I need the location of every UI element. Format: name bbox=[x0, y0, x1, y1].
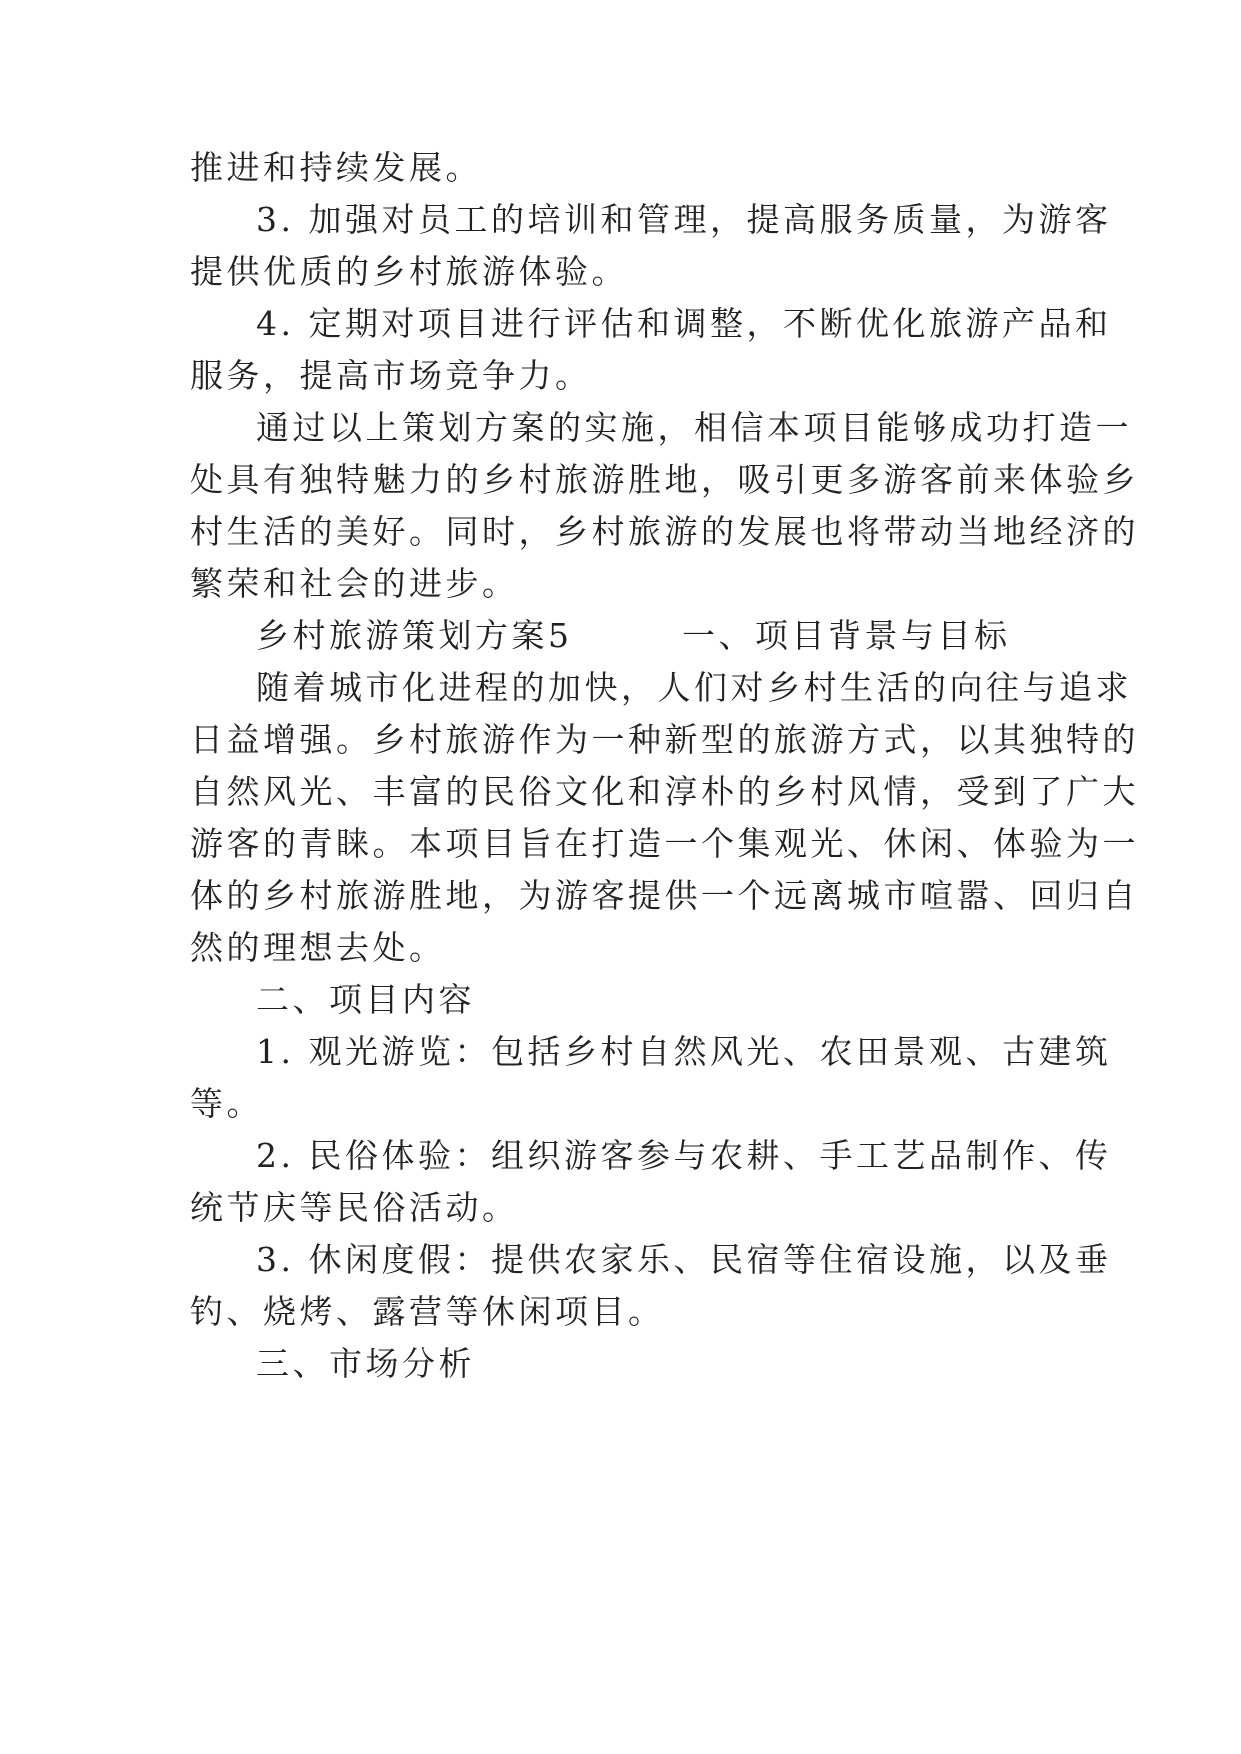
text-line-14: 游客的青睐。本项目旨在打造一个集观光、休闲、体验为一 bbox=[190, 824, 1139, 863]
text-line-4: 4. 定期对项目进行评估和调整，不断优化旅游产品和 bbox=[256, 304, 1112, 343]
section-heading-3: 三、市场分析 bbox=[256, 1344, 475, 1383]
text-line-20: 2. 民俗体验：组织游客参与农耕、手工艺品制作、传 bbox=[256, 1136, 1112, 1175]
text-line-23: 钓、烧烤、露营等休闲项目。 bbox=[190, 1292, 665, 1331]
text-line-7: 处具有独特魅力的乡村旅游胜地，吸引更多游客前来体验乡 bbox=[190, 460, 1139, 499]
text-line-2: 3. 加强对员工的培训和管理，提高服务质量，为游客 bbox=[256, 200, 1112, 239]
text-line-5: 服务，提高市场竞争力。 bbox=[190, 356, 592, 395]
text-line-22: 3. 休闲度假：提供农家乐、民宿等住宿设施，以及垂 bbox=[256, 1240, 1112, 1279]
text-line-6: 通过以上策划方案的实施，相信本项目能够成功打造一 bbox=[256, 408, 1132, 447]
text-line-16: 然的理想去处。 bbox=[190, 928, 446, 967]
text-line-15: 体的乡村旅游胜地，为游客提供一个远离城市喧嚣、回归自 bbox=[190, 876, 1139, 915]
text-line-1: 推进和持续发展。 bbox=[190, 148, 482, 187]
text-line-3: 提供优质的乡村旅游体验。 bbox=[190, 252, 628, 291]
section-heading-2: 二、项目内容 bbox=[256, 980, 475, 1019]
text-line-8: 村生活的美好。同时，乡村旅游的发展也将带动当地经济的 bbox=[190, 512, 1139, 551]
text-line-21: 统节庆等民俗活动。 bbox=[190, 1188, 519, 1227]
text-line-11: 随着城市化进程的加快，人们对乡村生活的向往与追求 bbox=[256, 668, 1132, 707]
text-line-12: 日益增强。乡村旅游作为一种新型的旅游方式，以其独特的 bbox=[190, 720, 1139, 759]
text-line-18: 1. 观光游览：包括乡村自然风光、农田景观、古建筑 bbox=[256, 1032, 1112, 1071]
text-line-10: 乡村旅游策划方案5 一、项目背景与目标 bbox=[256, 616, 1011, 655]
text-line-9: 繁荣和社会的进步。 bbox=[190, 564, 519, 603]
text-line-13: 自然风光、丰富的民俗文化和淳朴的乡村风情，受到了广大 bbox=[190, 772, 1139, 811]
text-line-19: 等。 bbox=[190, 1084, 263, 1123]
